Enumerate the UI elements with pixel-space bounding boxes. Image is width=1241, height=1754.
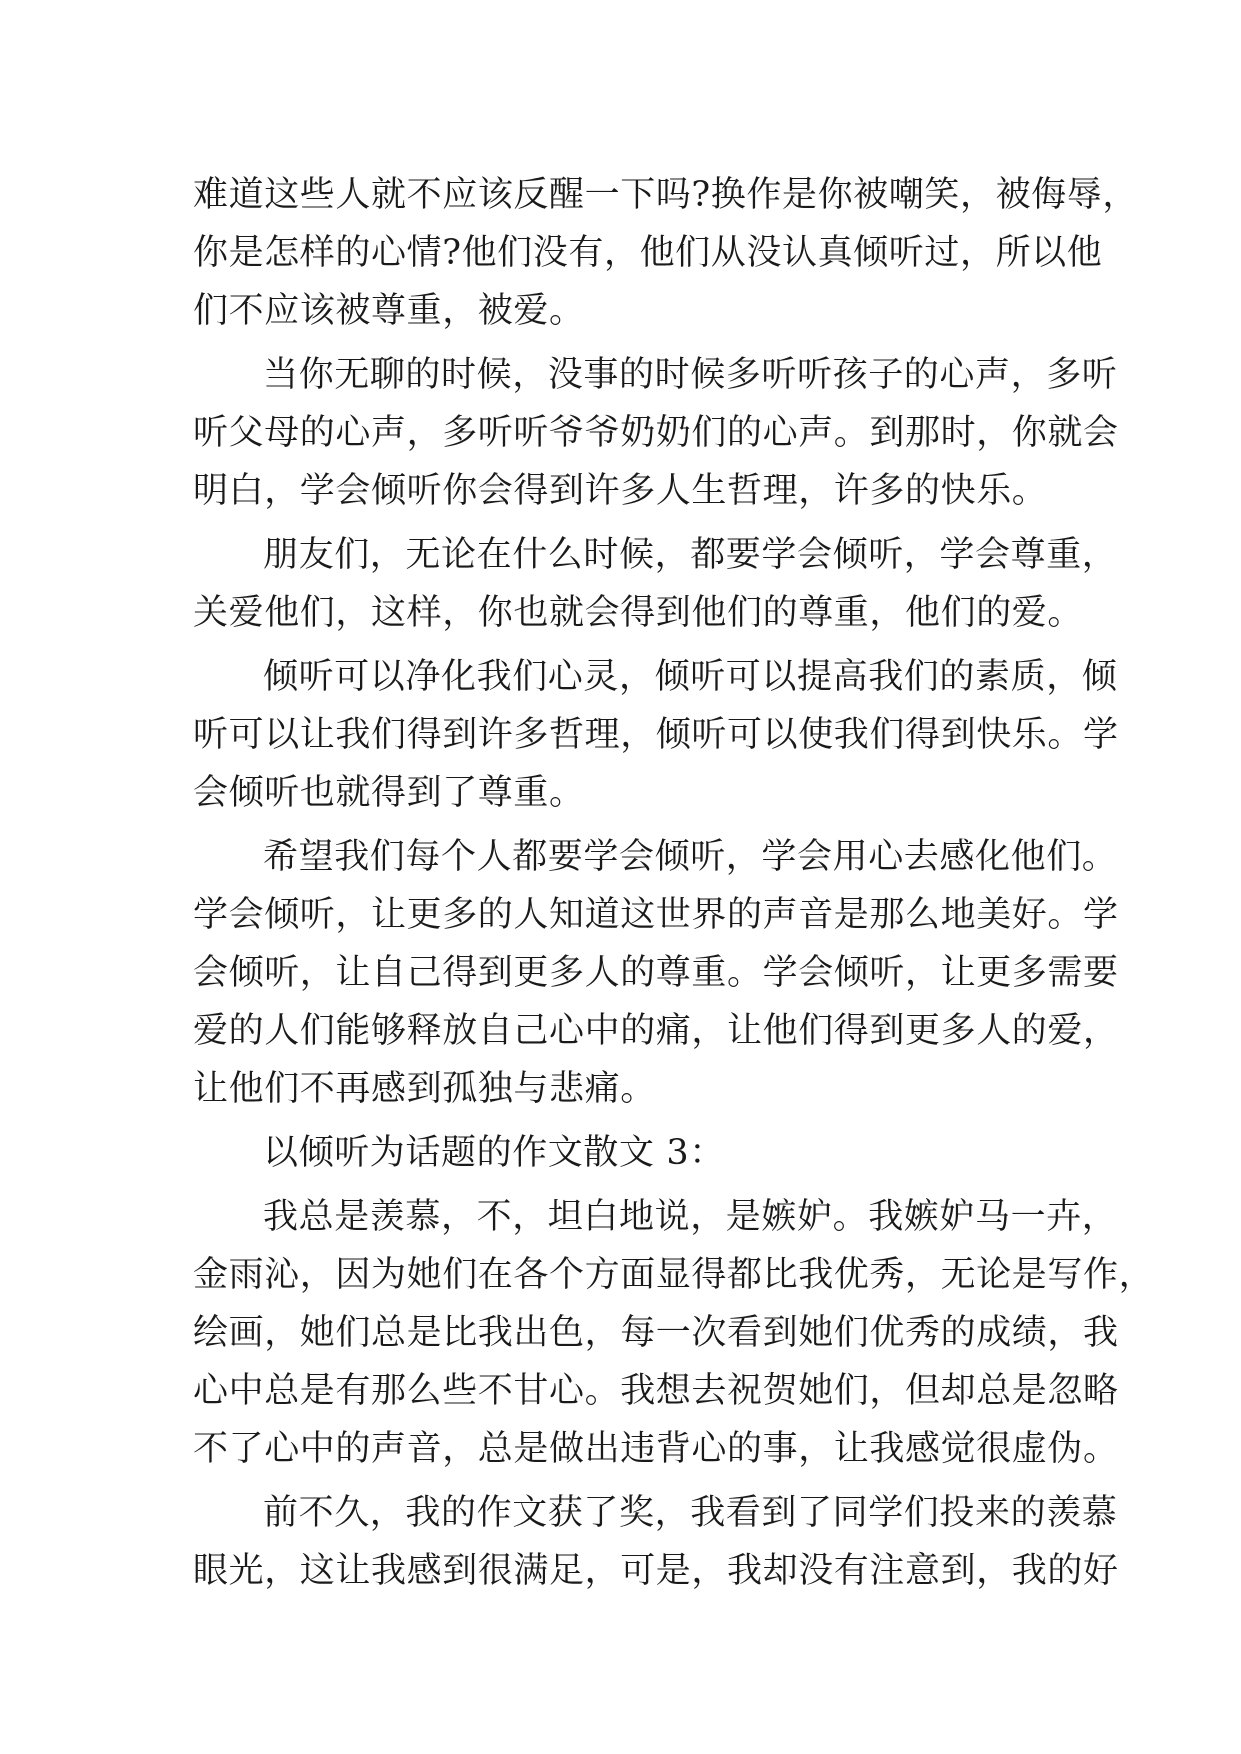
text-line: 明白，学会倾听你会得到许多人生哲理，许多的快乐。 — [193, 471, 1048, 511]
section-heading: 以倾听为话题的作文散文 3： — [263, 1133, 725, 1173]
text-line: 你是怎样的心情?他们没有，他们从没认真倾听过，所以他 — [193, 233, 1103, 273]
paragraph-first-line: 希望我们每个人都要学会倾听，学会用心去感化他们。 — [263, 837, 1118, 877]
body-text — [193, 166, 1155, 1600]
text-line: 学会倾听，让更多的人知道这世界的声音是那么地美好。学 — [193, 895, 1119, 935]
text-line: 会倾听也就得到了尊重。 — [193, 773, 585, 813]
paragraph-first-line: 前不久，我的作文获了奖，我看到了同学们投来的羡慕 — [263, 1493, 1118, 1533]
text-line: 们不应该被尊重，被爱。 — [193, 291, 585, 331]
text-line: 让他们不再感到孤独与悲痛。 — [193, 1069, 656, 1109]
text-line: 会倾听，让自己得到更多人的尊重。学会倾听，让更多需要 — [193, 953, 1119, 993]
text-line: 眼光，这让我感到很满足，可是，我却没有注意到，我的好 — [193, 1551, 1119, 1591]
paragraph-first-line: 当你无聊的时候，没事的时候多听听孩子的心声，多听 — [263, 355, 1118, 395]
text-line: 绘画，她们总是比我出色，每一次看到她们优秀的成绩，我 — [193, 1313, 1119, 1353]
text-line: 金雨沁，因为她们在各个方面显得都比我优秀，无论是写作， — [193, 1255, 1155, 1295]
text-line: 听可以让我们得到许多哲理，倾听可以使我们得到快乐。学 — [193, 715, 1119, 755]
paragraph-first-line: 倾听可以净化我们心灵，倾听可以提高我们的素质，倾 — [263, 657, 1118, 697]
text-line: 关爱他们，这样，你也就会得到他们的尊重，他们的爱。 — [193, 593, 1084, 633]
text-line: 爱的人们能够释放自己心中的痛，让他们得到更多人的爱， — [193, 1011, 1119, 1051]
text-line: 不了心中的声音，总是做出违背心的事，让我感觉很虚伪。 — [193, 1429, 1119, 1469]
text-line: 难道这些人就不应该反醒一下吗?换作是你被嘲笑，被侮辱， — [193, 175, 1138, 215]
text-line: 心中总是有那么些不甘心。我想去祝贺她们，但却总是忽略 — [193, 1371, 1119, 1411]
text-line: 听父母的心声，多听听爷爷奶奶们的心声。到那时，你就会 — [193, 413, 1119, 453]
paragraph-first-line: 我总是羡慕，不，坦白地说，是嫉妒。我嫉妒马一卉， — [263, 1197, 1118, 1237]
paragraph-first-line: 朋友们，无论在什么时候，都要学会倾听，学会尊重， — [263, 535, 1118, 575]
